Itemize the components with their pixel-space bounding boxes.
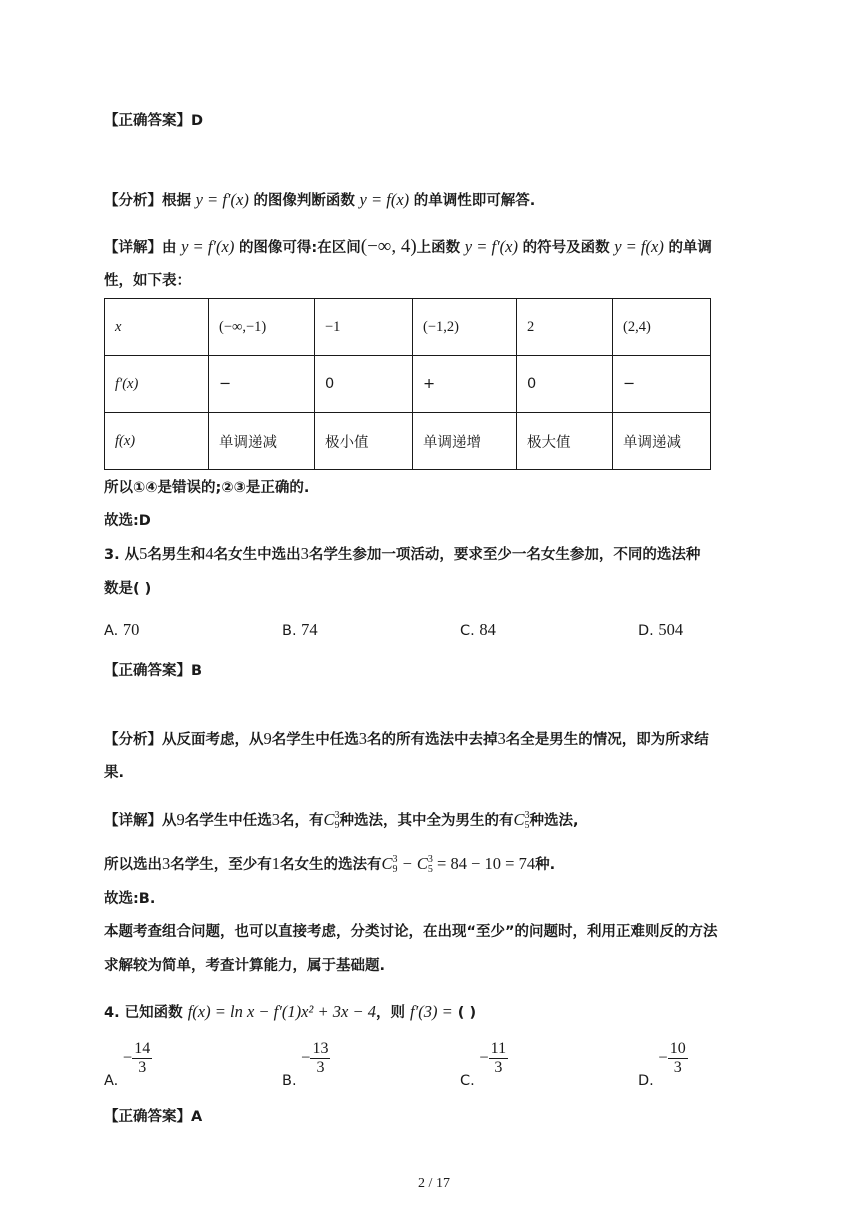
number: 5 — [139, 544, 148, 563]
math-combination — [323, 810, 340, 832]
table-cell: f(x) — [105, 413, 209, 470]
q3-option-d — [638, 620, 683, 640]
math-combination: C 3 9 − C 3 5 — [381, 854, 433, 876]
q3-answer — [104, 660, 202, 682]
q3-option-c — [460, 620, 496, 640]
detail-text: 名女生的选法有 — [280, 857, 382, 873]
analysis-label: 【分析】 — [104, 193, 162, 209]
number: 1 — [271, 854, 280, 873]
q3-option-a — [104, 620, 139, 640]
detail-text: 种选法, — [529, 813, 579, 829]
option-label: D. — [638, 1072, 654, 1089]
detail-text: 种选法，其中全为男生的有 — [339, 813, 514, 829]
table-row — [105, 413, 711, 470]
page-number — [0, 1176, 868, 1192]
q3-remark-line1: 本题考查组合问题，也可以直接考虑，分类讨论，在出现“至少”的问题时，利用正难则反的方法 — [104, 924, 718, 940]
numerator: 11 — [490, 1040, 507, 1057]
math-function-def: f(x) = ln x − f′(1)x² + 3x − 4 — [187, 1002, 376, 1021]
table-cell: 单调递减 — [209, 413, 315, 470]
math-function-eq: y = f(x) — [359, 190, 410, 209]
table-cell: 0 — [315, 356, 413, 413]
math-combination — [513, 810, 530, 832]
answer-value: A — [191, 1109, 203, 1125]
math-derivative-eq: y = f′(x) — [195, 190, 249, 209]
analysis-text: 的图像判断函数 — [253, 193, 355, 209]
q2-conclusion: 所以①④是错误的;②③是正确的. — [104, 480, 310, 496]
q4-option-a: A. − $\frac{14}{3}$ — [104, 1040, 151, 1089]
page-total: 17 — [435, 1176, 450, 1191]
q2-answer — [104, 110, 203, 132]
q3-detail-line2 — [104, 853, 555, 876]
option-value: 84 — [479, 620, 496, 639]
math-result: = 84 − 10 = 74 — [432, 854, 536, 873]
math-symbol: C — [513, 810, 525, 829]
math-interval: (−∞, 4) — [360, 236, 417, 257]
detail-text: 名学生，至少有 — [170, 857, 272, 873]
table-cell: x — [105, 299, 209, 356]
table-cell: 极小值 — [315, 413, 413, 470]
q4-option-c: C. − $\frac{11}{3}$ — [460, 1040, 507, 1089]
detail-label: 【详解】 — [104, 813, 162, 829]
q4-stem — [104, 1001, 476, 1024]
page-current: 2 — [418, 1176, 426, 1191]
option-value: 70 — [122, 620, 140, 639]
number: 3 — [271, 810, 280, 829]
math-derivative-eq: y = f′(x) — [181, 237, 235, 256]
math-script: 3 9 — [334, 810, 340, 832]
analysis-label: 【分析】 — [104, 732, 162, 748]
q3-choice: 故选:B. — [104, 891, 156, 907]
detail-text: 名学生中任选 — [184, 813, 272, 829]
q2-detail-line2: 性，如下表： — [104, 273, 191, 289]
q3-analysis-line2: 果. — [104, 765, 125, 781]
option-label: A. — [104, 1072, 119, 1089]
table-cell: −1 — [315, 299, 413, 356]
detail-text: 由 — [162, 240, 177, 256]
number: 3 — [300, 544, 309, 563]
option-label: C. — [460, 1072, 475, 1089]
table-row — [105, 299, 711, 356]
number: 4 — [205, 544, 214, 563]
fraction — [310, 1040, 330, 1077]
q3-stem-line2: 数是( ) — [104, 581, 152, 597]
number: 9 — [263, 729, 272, 748]
table-row — [105, 356, 711, 413]
stem-text: 4. 已知函数 — [104, 1005, 183, 1021]
number: 3 — [162, 854, 171, 873]
detail-text: 从 — [162, 813, 177, 829]
table-cell: (−1,2) — [413, 299, 517, 356]
q3-stem-line1 — [104, 543, 700, 566]
q3-detail-line1 — [104, 809, 579, 832]
denominator: 3 — [138, 1059, 147, 1076]
denominator: 3 — [316, 1059, 325, 1076]
table-cell: + — [413, 356, 517, 413]
math-derivative-value: f′(3) = — [410, 1002, 453, 1021]
q2-choice: 故选:D — [104, 513, 151, 529]
q4-answer — [104, 1106, 202, 1128]
detail-text: 的单调 — [668, 240, 712, 256]
table-cell: (2,4) — [613, 299, 711, 356]
fraction — [668, 1040, 688, 1077]
table-cell: − — [209, 356, 315, 413]
sign-table — [104, 298, 711, 470]
numerator: 13 — [312, 1040, 329, 1057]
stem-text: 名男生和 — [147, 547, 206, 563]
option-value: 74 — [301, 620, 318, 639]
math-symbol: C — [323, 810, 335, 829]
q4-option-b: B. − $\frac{13}{3}$ — [282, 1040, 329, 1089]
number: 3 — [497, 729, 506, 748]
denominator: 3 — [494, 1059, 503, 1076]
option-value: 504 — [658, 620, 684, 639]
detail-text: 名，有 — [280, 813, 324, 829]
option-label: D. — [638, 623, 654, 639]
analysis-text: 的单调性即可解答. — [413, 193, 536, 209]
detail-text: 的符号及函数 — [522, 240, 610, 256]
option-label: C. — [460, 623, 475, 639]
math-derivative-eq: y = f′(x) — [464, 237, 518, 256]
q3-remark-line2: 求解较为简单，考查计算能力，属于基础题. — [104, 958, 386, 974]
number: 3 — [358, 729, 367, 748]
option-label: A. — [104, 623, 119, 639]
table-cell: 0 — [517, 356, 613, 413]
stem-text: 名女生中选出 — [213, 547, 301, 563]
detail-text: 种. — [535, 857, 556, 873]
stem-text: ，则 — [375, 1005, 405, 1021]
fraction — [132, 1040, 152, 1077]
analysis-text: 从反面考虑，从 — [162, 732, 264, 748]
number: 9 — [176, 810, 185, 829]
table-cell: (−∞,−1) — [209, 299, 315, 356]
detail-label: 【详解】 — [104, 240, 162, 256]
q4-option-d: D. − $\frac{10}{3}$ — [638, 1040, 686, 1089]
analysis-text: 名全是男生的情况，即为所求结 — [505, 732, 709, 748]
answer-label: 【正确答案】 — [104, 113, 191, 129]
table-cell: 单调递减 — [613, 413, 711, 470]
table-cell: 单调递增 — [413, 413, 517, 470]
table-cell: f′(x) — [105, 356, 209, 413]
detail-text: 的图像可得:在区间 — [238, 240, 361, 256]
analysis-text: 名学生中任选 — [271, 732, 359, 748]
answer-value: D — [191, 113, 204, 129]
analysis-text: 名的所有选法中去掉 — [367, 732, 498, 748]
stem-text: 名学生参加一项活动，要求至少一名女生参加，不同的选法种 — [308, 547, 701, 563]
answer-label: 【正确答案】 — [104, 1109, 191, 1125]
analysis-text: 根据 — [162, 193, 191, 209]
denominator: 3 — [673, 1059, 682, 1076]
q3-analysis-line1 — [104, 728, 709, 751]
q2-analysis — [104, 189, 535, 212]
stem-text: 3. 从 — [104, 547, 140, 563]
stem-text: ( ) — [457, 1005, 477, 1021]
q3-option-b — [282, 620, 318, 640]
fraction — [489, 1040, 508, 1077]
option-label: B. — [282, 623, 297, 639]
answer-value: B — [191, 663, 203, 679]
detail-text: 上函数 — [416, 240, 461, 256]
numerator: 14 — [134, 1040, 151, 1057]
page-separator: / — [428, 1176, 433, 1191]
table-cell: 极大值 — [517, 413, 613, 470]
numerator: 10 — [669, 1040, 686, 1057]
answer-label: 【正确答案】 — [104, 663, 191, 679]
q2-detail-line1 — [104, 236, 712, 259]
math-function-eq: y = f(x) — [614, 237, 664, 256]
table-cell: − — [613, 356, 711, 413]
math-script: 3 5 — [524, 810, 530, 832]
option-label: B. — [282, 1072, 297, 1089]
detail-text: 所以选出 — [104, 857, 162, 873]
table-cell: 2 — [517, 299, 613, 356]
